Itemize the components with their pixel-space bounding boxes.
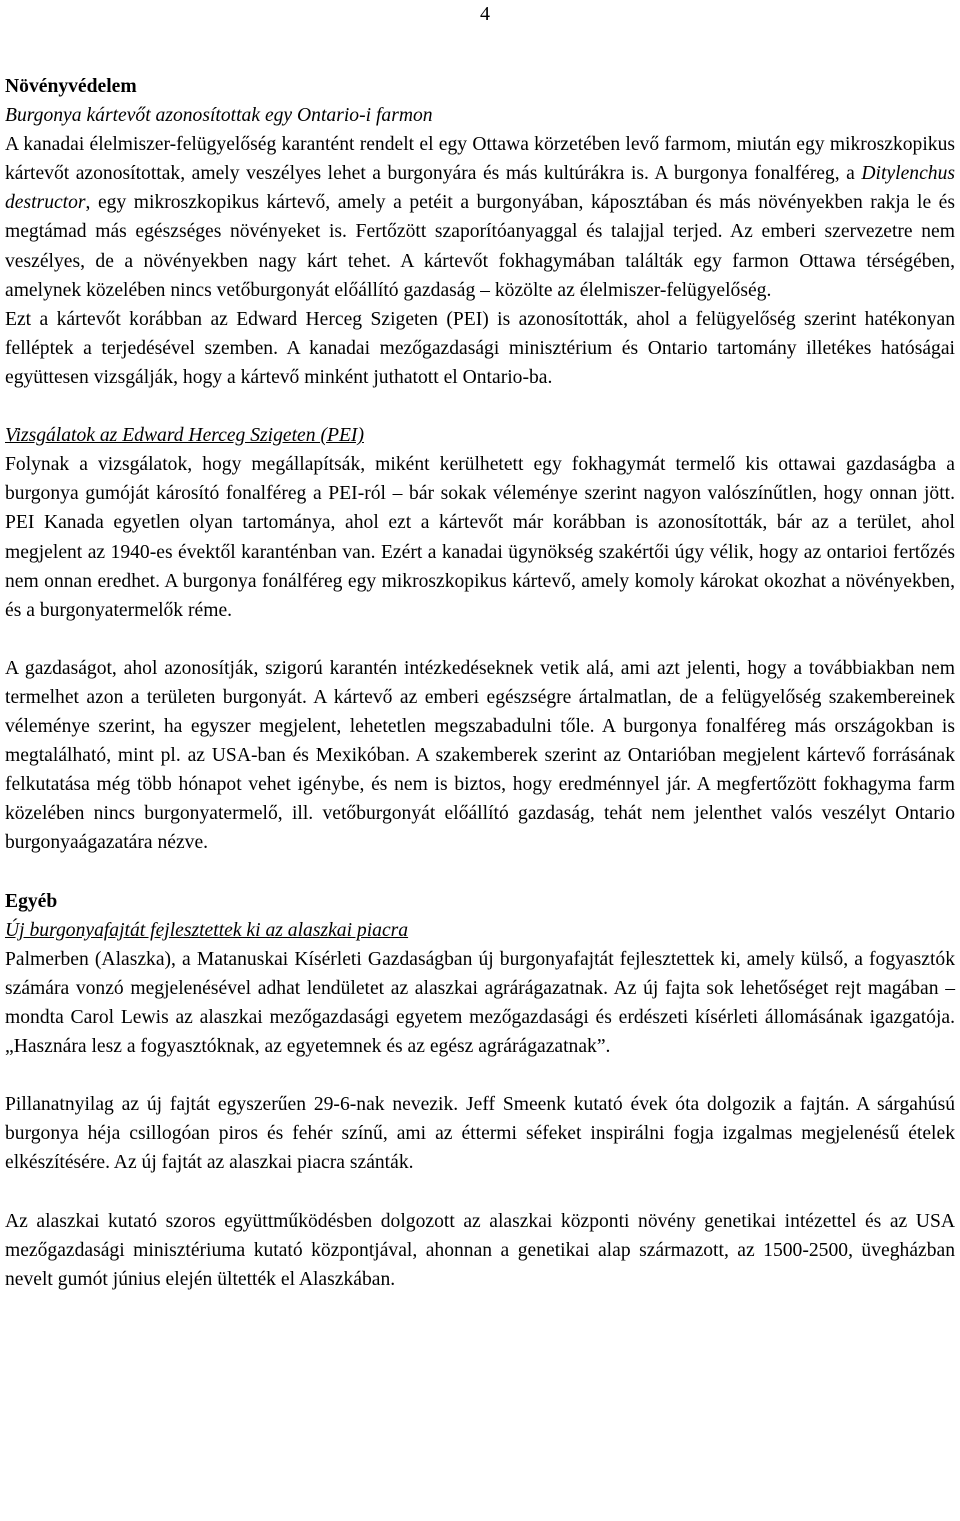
section-heading-other: Egyéb [5, 890, 58, 912]
document-body [5, 72, 955, 1294]
paragraph-pei-history: Ezt a kártevőt korábban az Edward Herceg Szigeten (PEI) is azonosították, ahol a felügyelőség szerint hatékonyan felléptek a terjedésével szemben. A kanadai mezőgazdasági minisztérium és Ontario tartomány illetékes hatóságai együttesen vizsgálják, hogy a kártevő minként juthatott el Ontario-ba. [5, 308, 955, 388]
paragraph-investigation: Folynak a vizsgálatok, hogy megállapítsák, miként kerülhetett egy fokhagymát termelő kis ottawai gazdaságba a burgonya gumóját károsító fonalféreg a PEI-ról – bár sokak véleménye szerint nagyon valószínűtlen, hogy onnan jött. PEI Kanada egyetlen olyan tartománya, ahol ezt a kártevőt már korábban is azonosították, bár az a terület, ahol megjelent az 1940-es évektől karanténban van. Ezért a kanadai ügynökség szakértői úgy vélik, hogy az ontarioi fertőzés nem onnan eredhet. A burgonya fonálféreg egy mikroszkopikus kártevő, amely komoly károkat okozhat a növényekben, és a burgonyatermelők réme. [5, 454, 955, 621]
paragraph-farm-quarantine: A gazdaságot, ahol azonosítják, szigorú karantén intézkedéseknek vetik alá, ami azt jelenti, hogy a továbbiakban nem termelhet azon a területen burgonyát. A kártevő az emberi egészségre ártalmatlan, de a felügyelőség szakembereinek véleménye szerint, ha egyszer megjelent, lehetetlen megszabadulni tőle. A burgonya fonalféreg más országokban is megtalálható, mint pl. az USA-ban és Mexikóban. A szakemberek szerint az Ontarióban megjelent kártevő forrásának felkutatása még több hónapot vehet igénybe, és nem is biztos, hogy eredménnyel jár. A megfertőzött fokhagyma farm közelében nincs burgonyatermelő, ill. vetőburgonyát előállító gazdaság, tehát nem jelenthet valós veszélyt Ontario burgonyaágazatára nézve. [5, 657, 955, 854]
paragraph-palmer: Palmerben (Alaszka), a Matanuskai Kísérleti Gazdaságban új burgonyafajtát fejlesztettek ki, amely külső, a fogyasztók számára vonzó megjelenésével adhat lendületet az alaszkai agrárágazatnak. Az új fajta sok lehetőséget rejt magában – mondta Carol Lewis az alaszkai mezőgazdasági egyetem mezőgazdasági és erdészeti kísérleti állomásának igazgatója. „Hasznára lesz a fogyasztóknak, az egyetemnek és az egész agrárágazatnak”. [5, 948, 955, 1058]
section-heading-plant-protection: Növényvédelem [5, 76, 137, 97]
spacer [5, 1061, 955, 1090]
species-name: Ditylenchus destructor [5, 163, 955, 214]
spacer [5, 858, 955, 887]
paragraph-quarantine [5, 130, 955, 305]
article-title-alaska-variety: Új burgonyafajtát fejlesztettek ki az alaszkai piacra [5, 919, 409, 941]
spacer [5, 1178, 955, 1207]
spacer [5, 392, 955, 421]
paragraph-quarantine-text-b: , egy mikroszkopikus kártevő, amely a petéit a burgonyában, káposztában és más növényekben rakja le és megtámad más egészséges növényeket is. Fertőzött szaporítóanyaggal és talajjal terjed. Az emberi szervezetre nem veszélyes, de a növényekben nagy kárt tehet. A kártevőt fokhagymában találták egy farmon Ottawa térségében, amelynek közelében nincs vetőburgonyát előállító gazdaság – közölte az élelmiszer-felügyelőség. [5, 192, 955, 301]
spacer [5, 625, 955, 654]
paragraph-variety-29-6: Pillanatnyilag az új fajtát egyszerűen 29-6-nak nevezik. Jeff Smeenk kutató évek óta dolgozik a fajtán. A sárgahúsú burgonya héja csillogóan piros és fehér színű, ami az éttermi séfeket inspirálni fogja izgalmas megjelenésű ételek elkészítésére. Az új fajtát az alaszkai piacra szánták. [5, 1094, 955, 1174]
article-title-ontario-pest: Burgonya kártevőt azonosítottak egy Ontario-i farmon [5, 105, 433, 127]
article-title-pei-investigation: Vizsgálatok az Edward Herceg Szigeten (PEI) [5, 425, 364, 447]
paragraph-quarantine-text-a: A kanadai élelmiszer-felügyelőség karantént rendelt el egy Ottawa körzetében levő farmom, miután egy mikroszkopikus kártevőt azonosítottak, amely veszélyes lehet a burgonyára és más kultúrákra is. A burgonya fonalféreg, a [5, 134, 955, 185]
page-number: 4 [480, 3, 490, 25]
paragraph-cooperation: Az alaszkai kutató szoros együttműködésben dolgozott az alaszkai központi növény genetikai intézettel és az USA mezőgazdasági minisztériuma kutató központjával, ahonnan a genetikai alap származott, az 1500-2500, üvegházban nevelt gumót június elején ültették el Alaszkában. [5, 1210, 955, 1290]
